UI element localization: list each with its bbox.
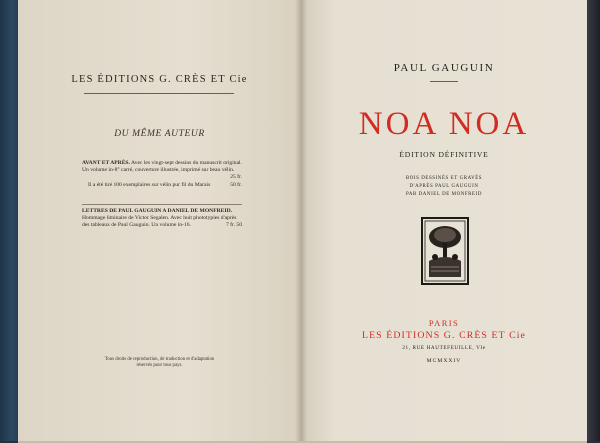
book-title: NOA NOA (358, 106, 530, 142)
woodcut-vignette (421, 217, 469, 285)
by-author-heading: DU MÊME AUTEUR (114, 129, 205, 139)
entry-1-note: Il a été tiré 100 exemplaires sur vélin pur fil du Marais (88, 181, 211, 188)
rights-line-2: réservés pour tous pays. (136, 363, 183, 369)
entry-2-price: 7 fr. 50 (225, 222, 242, 229)
right-publisher-line: LES ÉDITIONS G. CRÈS ET Cie (362, 330, 526, 341)
credits-line-1: BOIS DESSINÉS ET GRAVÉS (405, 176, 483, 181)
rights-line-1: Tous droits de reproduction, de traduction et d'adaptation (104, 357, 215, 362)
edition-line: ÉDITION DÉFINITIVE (399, 150, 489, 159)
book-cover-edge (0, 0, 20, 441)
left-publisher-rule (84, 93, 234, 94)
left-publisher-line: LES ÉDITIONS G. CRÈS ET Cie (71, 74, 248, 85)
city-line: PARIS (428, 318, 460, 328)
credits-line-2: D'APRÈS PAUL GAUGUIN (409, 184, 479, 189)
entry-1-price: 25 fr. (230, 174, 242, 181)
author-rule (430, 81, 458, 82)
background-edge (586, 0, 600, 441)
bibliography-entry-1 (82, 160, 242, 189)
credits-line-3: PAR DANIEL DE MONFREID (405, 192, 482, 197)
entry-divider (82, 204, 242, 205)
entry-2-head: LETTRES DE PAUL GAUGUIN A DANIEL DE MONFREID. (82, 208, 233, 214)
illustration-credits (301, 175, 587, 199)
publisher-address: 21, RUE HAUTEFEUILLE, VIe (402, 345, 486, 351)
publication-year: MCMXXIV (426, 358, 462, 364)
rights-notice (18, 357, 301, 369)
entry-1-head: AVANT ET APRÈS. (82, 160, 130, 166)
author-name: PAUL GAUGUIN (393, 62, 495, 74)
entry-1-note-price: 50 fr. (230, 181, 242, 188)
bibliography-entry-2 (82, 208, 242, 230)
entry-2-text: Hommage liminaire de Victor Segalen. Avec huit phototypies d'après des tableaux de Paul Gauguin. Un volume in-16. (82, 215, 237, 229)
entry-1-text: Avec les vingt-sept dessins du manuscrit original. Un volume in-8° carré, couverture illustrée, imprimé sur beau vélin. (82, 160, 243, 174)
